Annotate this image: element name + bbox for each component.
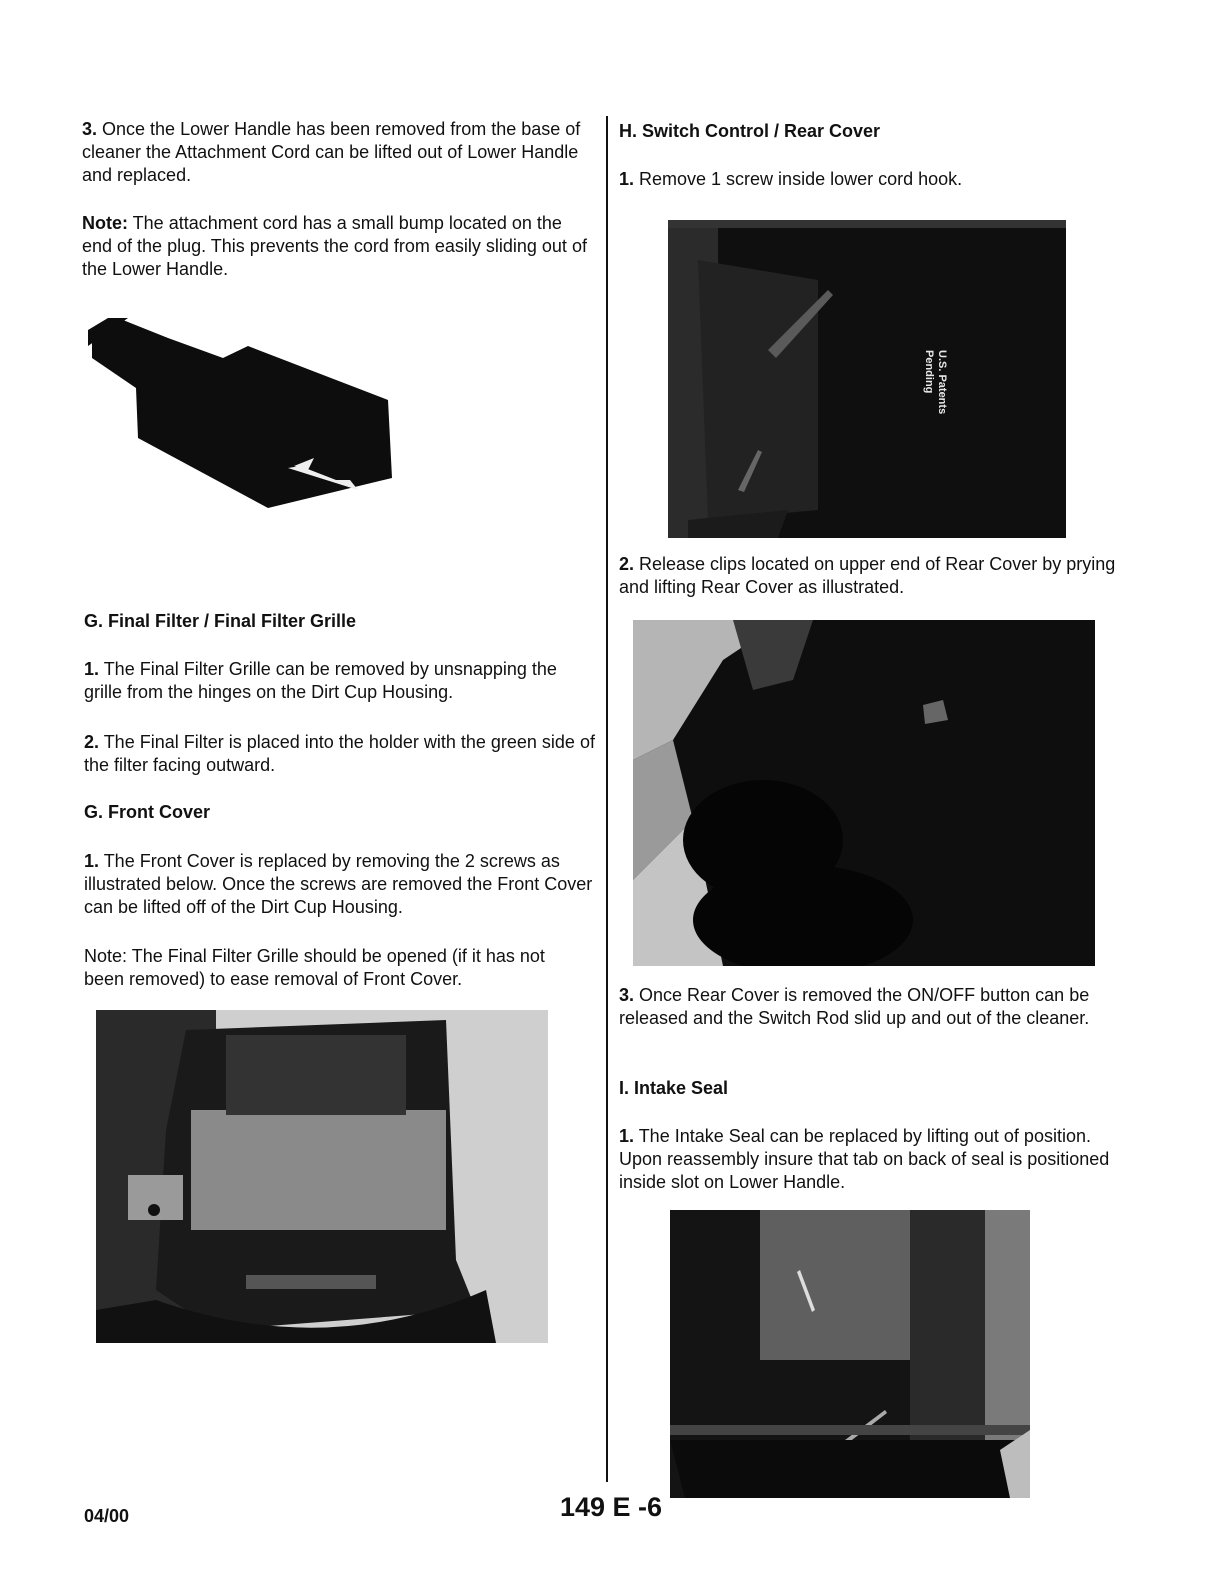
attachment-cord-plug-image — [88, 318, 398, 508]
us-patents-pending-label: U.S. Patents Pending — [923, 350, 948, 415]
section-h-switch-control-heading: H. Switch Control / Rear Cover — [619, 121, 881, 141]
front-cover-photo — [96, 1010, 548, 1343]
section-g-final-filter-heading: G. Final Filter / Final Filter Grille — [84, 611, 357, 631]
switch-step-3: 3. Once Rear Cover is removed the ON/OFF button can be released and the Switch Rod slid up and out of the cleaner. — [619, 985, 1090, 1028]
final-filter-step-1: 1. The Final Filter Grille can be removed by unsnapping the grille from the hinges on the Dirt Cup Housing. — [84, 659, 557, 702]
step-3-paragraph: 3. Once the Lower Handle has been removed from the base of cleaner the Attachment Cord can be lifted out of Lower Handle and replaced. — [82, 119, 581, 185]
front-cover-note: Note: The Final Filter Grille should be opened (if it has not been removed) to ease removal of Front Cover. — [84, 946, 545, 989]
switch-step-2: 2. Release clips located on upper end of Rear Cover by prying and lifting Rear Cover as illustrated. — [619, 554, 1116, 597]
lower-cord-hook-photo — [668, 220, 1066, 538]
note-paragraph: Note: The attachment cord has a small bump located on the end of the plug. This prevents the cord from easily sliding out of the Lower Handle. — [82, 213, 587, 279]
section-g-front-cover-heading: G. Front Cover — [84, 802, 211, 822]
footer-date: 04/00 — [84, 1506, 130, 1526]
intake-seal-photo — [670, 1210, 1030, 1498]
intake-seal-step-1: 1. The Intake Seal can be replaced by lifting out of position. Upon reassembly insure that tab on back of seal is positioned inside slot on Lower Handle. — [619, 1126, 1110, 1192]
switch-step-1: 1. Remove 1 screw inside lower cord hook. — [619, 169, 963, 189]
footer-page-number: 149 E -6 — [560, 1492, 663, 1522]
rear-cover-release-photo — [633, 620, 1095, 966]
section-i-intake-seal-heading: I. Intake Seal — [619, 1078, 729, 1098]
final-filter-step-2: 2. The Final Filter is placed into the holder with the green side of the filter facing outward. — [84, 732, 595, 775]
column-divider — [606, 116, 608, 1482]
front-cover-step-1: 1. The Front Cover is replaced by removing the 2 screws as illustrated below. Once the screws are removed the Front Cover can be lifted off of the Dirt Cup Housing. — [84, 851, 593, 917]
